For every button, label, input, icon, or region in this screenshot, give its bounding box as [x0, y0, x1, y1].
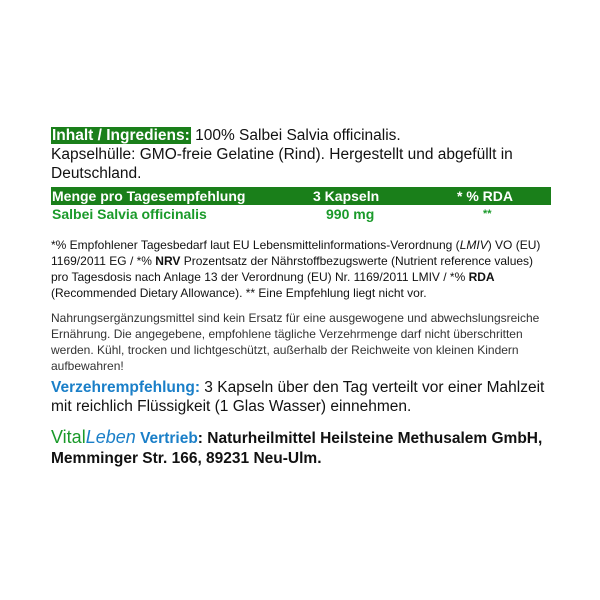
- dosage-text: 3 Kapseln über den Tag verteilt vor einer Mahlzeit mit reichlich Flüssigkeit (1 Glas Wasser) einnehmen.: [51, 379, 545, 415]
- row-rda: **: [483, 208, 492, 220]
- header-amount-per-day: Menge pro Tagesempfehlung: [52, 188, 246, 204]
- brand-logo-leben: Leben: [85, 427, 136, 447]
- vendor-label: Vertrieb: [135, 430, 198, 447]
- product-label: [51, 126, 551, 469]
- rda-footnote: *% Empfohlener Tagesbedarf laut EU Lebensmittelinformations-Verordnung (LMIV) VO (EU) 1169/2011 EG / *% NRV Prozentsatz der Nährstoffbezugswerte (Nutrient reference values) pro Tagesdosis nach Anlage 13 der Verordnung (EU) Nr. 1169/2011 LMIV / *% RDA (Recommended Dietary Allowance). ** Eine Empfehlung liegt nicht vor.: [51, 238, 541, 300]
- header-rda: * % RDA: [457, 188, 514, 204]
- supplement-note: Nahrungsergänzungsmittel sind kein Ersatz für eine ausgewogene und abwechslungsreiche Ernährung. Die angegebene, empfohlene tägliche Verzehrmenge darf nicht überschritten werden. Kühl, trocken und lichtgeschützt, außerhalb der Reichweite von kleinen Kindern aufbewahren!: [51, 311, 540, 373]
- row-ingredient: Salbei Salvia officinalis: [52, 206, 207, 222]
- dosage-label: Verzehrempfehlung:: [51, 379, 200, 396]
- dosage-paragraph: [51, 378, 551, 416]
- ingredients-paragraph: [51, 126, 551, 183]
- table-header: [51, 187, 551, 205]
- table-row: [51, 205, 551, 223]
- brand-logo-vital: Vital: [51, 427, 86, 447]
- capsule-text: Kapselhülle: GMO-freie Gelatine (Rind). Hergestellt und abgefüllt in Deutschland.: [51, 146, 513, 182]
- vendor-paragraph: [51, 427, 551, 469]
- row-amount: 990 mg: [326, 206, 375, 222]
- ingredients-text: 100% Salbei Salvia officinalis.: [190, 127, 401, 144]
- header-capsules: 3 Kapseln: [313, 188, 380, 204]
- ingredients-label: Inhalt / Ingrediens:: [52, 127, 190, 144]
- nutrition-table: [51, 187, 551, 223]
- vendor-text: : Naturheilmittel Heilsteine Methusalem GmbH, Memminger Str. 166, 89231 Neu-Ulm.: [51, 430, 543, 467]
